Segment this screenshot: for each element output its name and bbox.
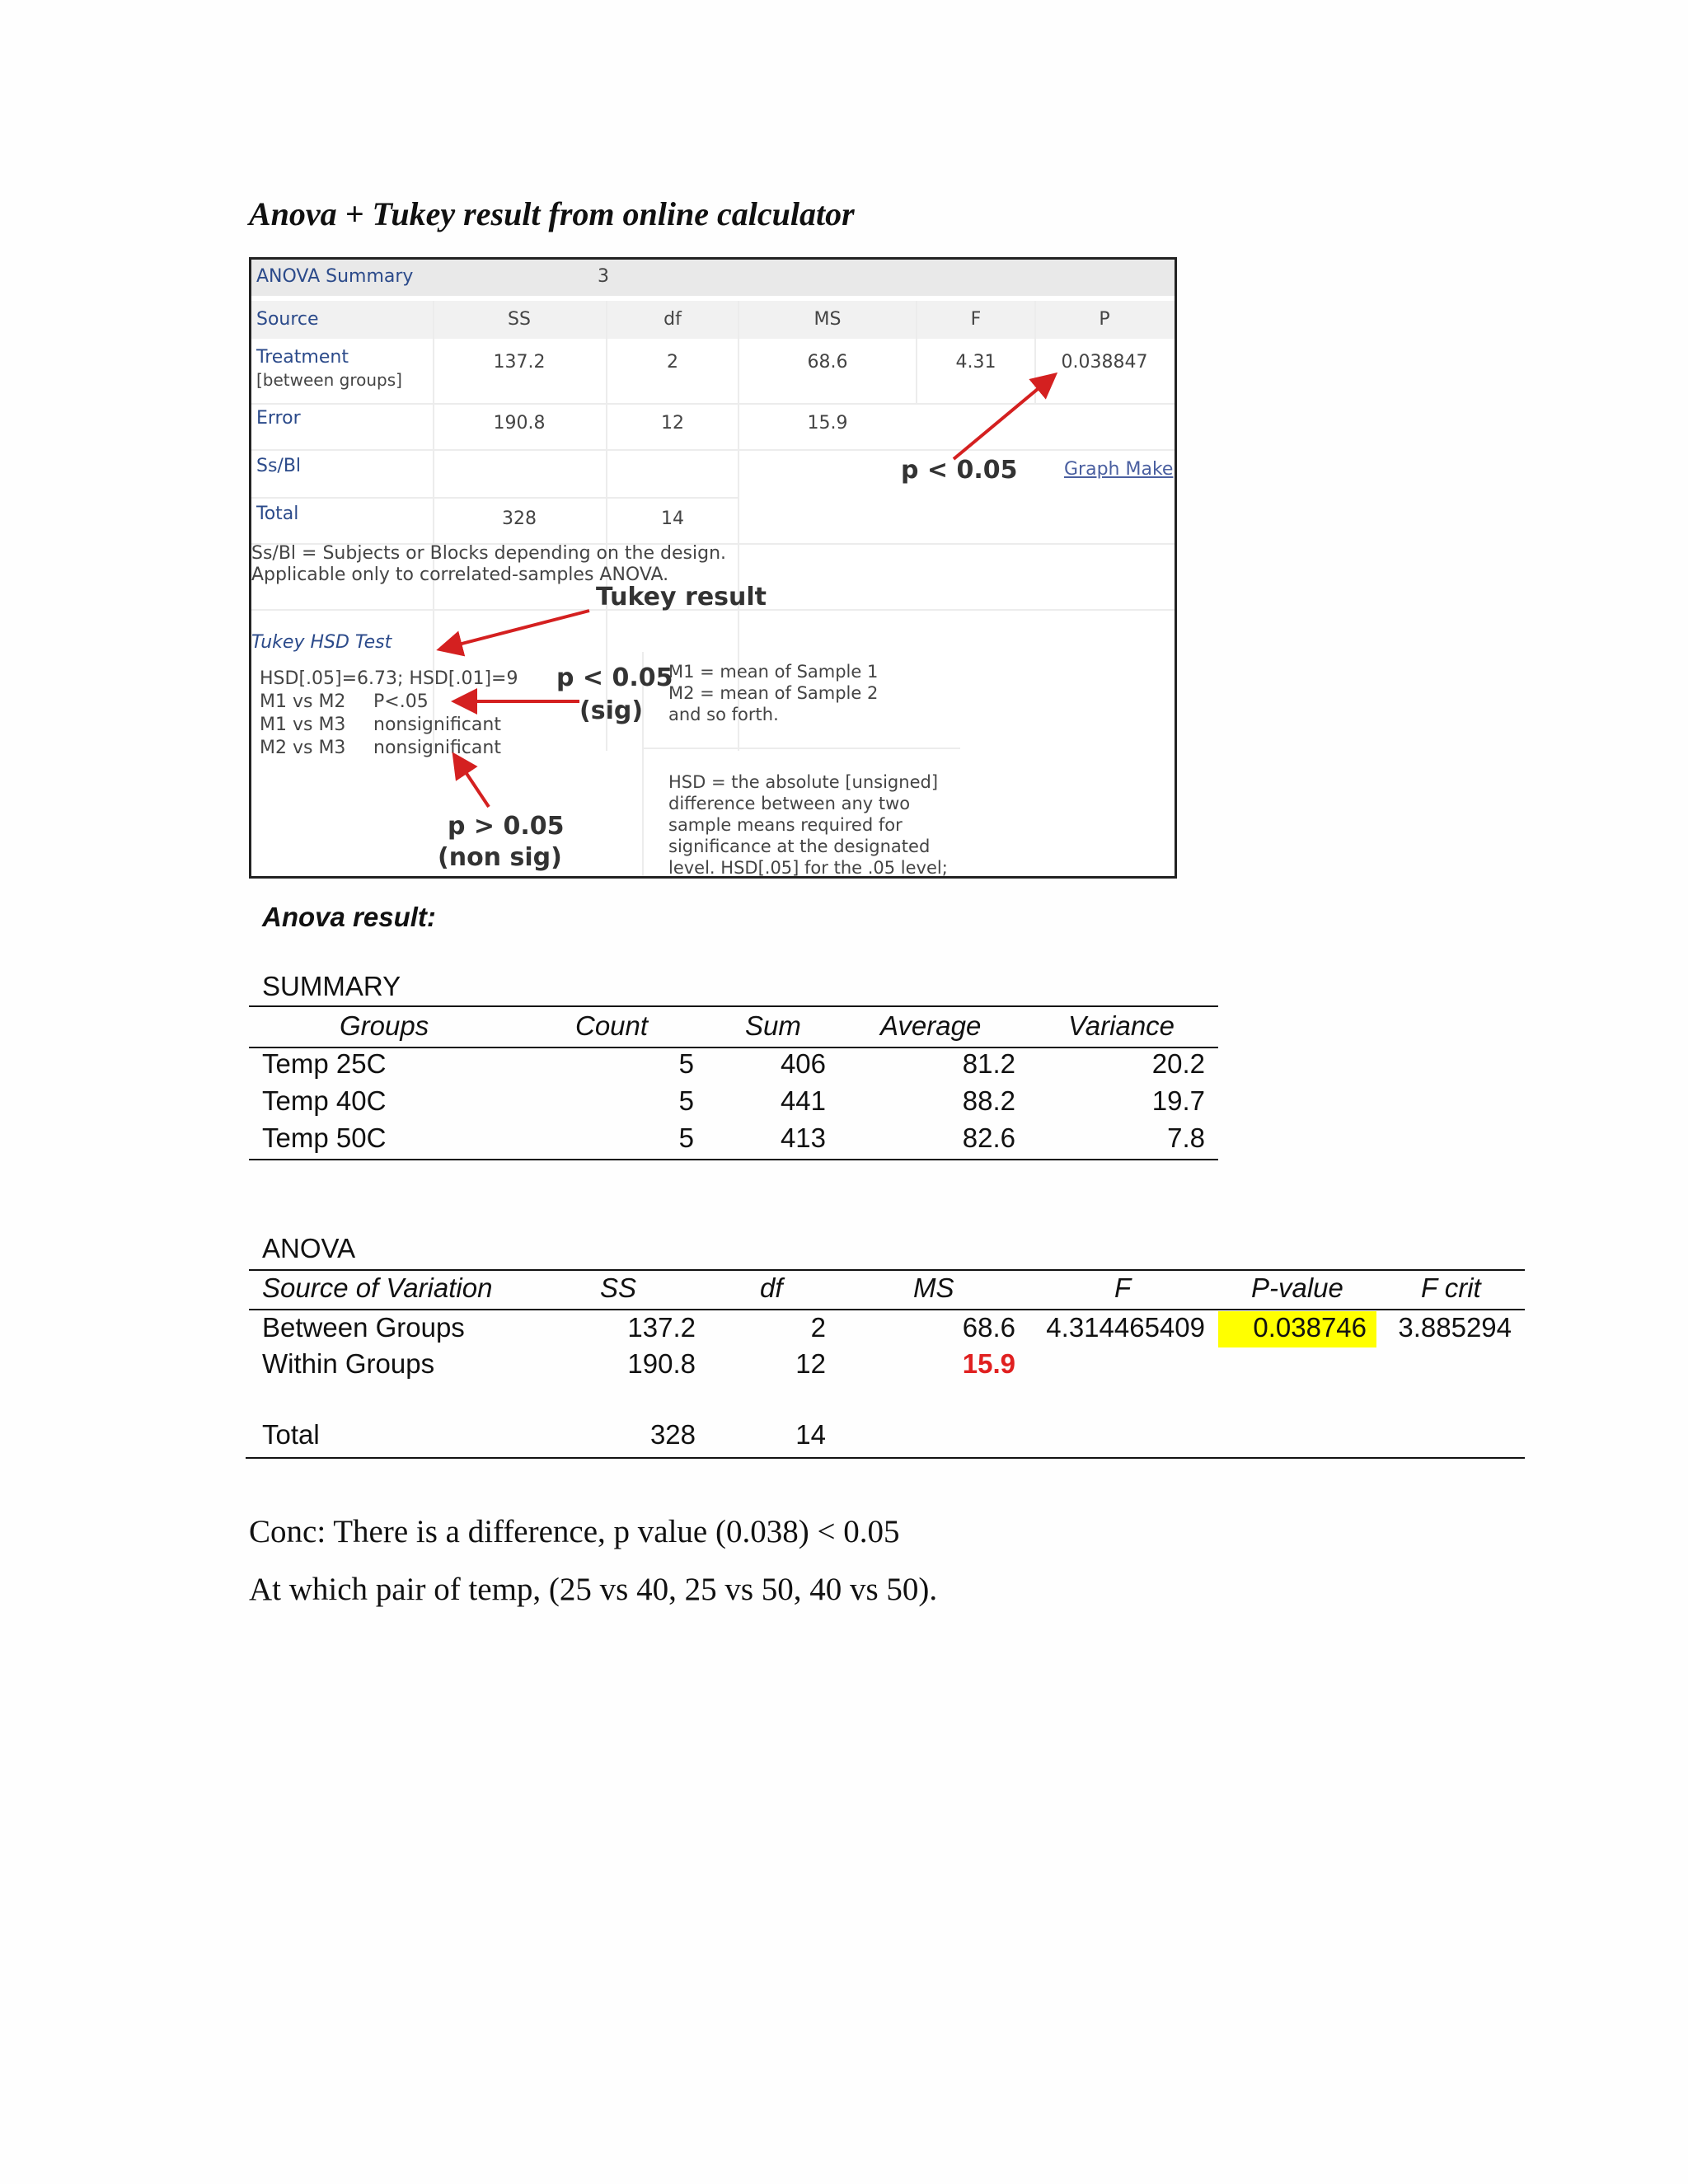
count-value: 5 bbox=[678, 1085, 694, 1116]
ss-value: 137.2 bbox=[627, 1312, 696, 1343]
comparison-pair: M1 vs M3 bbox=[260, 715, 346, 735]
average-value: 88.2 bbox=[962, 1085, 1015, 1116]
sig-note: p < 0.05 bbox=[556, 663, 673, 692]
row-error-ms: 15.9 bbox=[807, 413, 848, 434]
anova-col-ms: MS bbox=[913, 1272, 954, 1303]
summary-top-rule bbox=[249, 1005, 1218, 1007]
df-value: 2 bbox=[810, 1312, 826, 1343]
sum-value: 406 bbox=[780, 1048, 826, 1079]
nonsig-note: p > 0.05 bbox=[448, 812, 565, 841]
anova-col-fcrit: F crit bbox=[1421, 1272, 1481, 1303]
hsd-note: HSD = the absolute [unsigned] bbox=[668, 772, 939, 792]
col-ms: MS bbox=[814, 309, 842, 330]
row-treatment-source: Treatment bbox=[256, 347, 349, 368]
anova-header-rule bbox=[249, 1309, 1525, 1310]
anova-result-label: Anova result: bbox=[262, 902, 436, 932]
p-value: 0.038746 bbox=[1253, 1312, 1367, 1343]
annotation-arrows bbox=[251, 260, 1175, 876]
hsd-note: level. HSD[.05] for the .05 level; bbox=[668, 858, 948, 878]
row-treatment-ss: 137.2 bbox=[493, 352, 546, 373]
row-treatment-df: 2 bbox=[667, 352, 678, 373]
mean-note: M2 = mean of Sample 2 bbox=[668, 683, 879, 703]
f-value: 4.314465409 bbox=[1046, 1312, 1205, 1343]
anova-top-rule bbox=[249, 1269, 1525, 1271]
row-treatment-ms: 68.6 bbox=[807, 352, 848, 373]
hsd-note: difference between any two bbox=[668, 794, 911, 813]
count-value: 5 bbox=[678, 1048, 694, 1079]
ms-error-value: 15.9 bbox=[962, 1348, 1015, 1379]
col-source: Source bbox=[256, 309, 319, 330]
row-treatment-p: 0.038847 bbox=[1061, 352, 1148, 373]
anova-col-ss: SS bbox=[600, 1272, 637, 1303]
hsd-line: HSD[.05]=6.73; HSD[.01]=9 bbox=[260, 668, 518, 689]
conclusion-line-1: Conc: There is a difference, p value (0.038) < 0.05 bbox=[249, 1514, 900, 1549]
row-treatment-f: 4.31 bbox=[955, 352, 996, 373]
row-total-ss: 328 bbox=[502, 509, 537, 529]
conclusion-line-2: At which pair of temp, (25 vs 40, 25 vs 50, 40 vs 50). bbox=[249, 1572, 938, 1607]
average-value: 81.2 bbox=[962, 1048, 1015, 1079]
sum-value: 441 bbox=[780, 1085, 826, 1116]
tukey-title: Tukey HSD Test bbox=[251, 632, 392, 653]
row-error-source: Error bbox=[256, 408, 301, 429]
ssbl-note-2: Applicable only to correlated-samples ANOVA. bbox=[251, 565, 669, 585]
source-name: Within Groups bbox=[262, 1348, 435, 1379]
df-value: 12 bbox=[795, 1348, 826, 1379]
summary-title: SUMMARY bbox=[262, 971, 401, 1001]
row-ssbl-source: Ss/Bl bbox=[256, 456, 302, 476]
calculator-screenshot bbox=[249, 257, 1177, 879]
source-name: Total bbox=[262, 1419, 320, 1450]
ss-value: 190.8 bbox=[627, 1348, 696, 1379]
row-total-source: Total bbox=[256, 504, 299, 524]
summary-header-rule bbox=[249, 1047, 1218, 1048]
tukey-result-note: Tukey result bbox=[596, 583, 767, 612]
comparison-result: nonsignificant bbox=[373, 715, 501, 735]
comparison-result: nonsignificant bbox=[373, 738, 501, 758]
anova-col-source: Source of Variation bbox=[262, 1272, 493, 1303]
sum-value: 413 bbox=[780, 1122, 826, 1153]
summary-bottom-rule bbox=[249, 1159, 1218, 1160]
arrow-to-tukey bbox=[443, 611, 589, 649]
row-error-df: 12 bbox=[661, 413, 684, 434]
group-name: Temp 25C bbox=[262, 1048, 387, 1079]
comparison-pair: M1 vs M2 bbox=[260, 691, 346, 712]
anova-col-pvalue: P-value bbox=[1251, 1272, 1343, 1303]
page-title: Anova + Tukey result from online calculator bbox=[249, 195, 855, 232]
nonsig-note-2: (non sig) bbox=[438, 843, 562, 872]
df-value: 14 bbox=[795, 1419, 826, 1450]
hsd-note: sample means required for bbox=[668, 815, 903, 835]
summary-title: ANOVA Summary bbox=[256, 266, 414, 287]
summary-col-count: Count bbox=[575, 1010, 649, 1041]
summary-col-groups: Groups bbox=[340, 1010, 429, 1041]
arrow-to-nonsig bbox=[456, 757, 489, 807]
anova-bottom-rule bbox=[246, 1457, 1525, 1459]
mean-note: M1 = mean of Sample 1 bbox=[668, 662, 879, 682]
anova-col-f: F bbox=[1114, 1272, 1132, 1303]
average-value: 82.6 bbox=[962, 1122, 1015, 1153]
comparison-result: P<.05 bbox=[373, 691, 429, 712]
variance-value: 20.2 bbox=[1151, 1048, 1205, 1079]
hsd-note: significance at the designated bbox=[668, 837, 931, 856]
col-df: df bbox=[663, 309, 682, 330]
arrow-to-p-value bbox=[954, 377, 1053, 459]
summary-col-sum: Sum bbox=[745, 1010, 801, 1041]
variance-value: 19.7 bbox=[1151, 1085, 1205, 1116]
summary-col-average: Average bbox=[880, 1010, 982, 1041]
anova-col-df: df bbox=[760, 1272, 783, 1303]
summary-col-variance: Variance bbox=[1068, 1010, 1175, 1041]
anova-title: ANOVA bbox=[262, 1233, 356, 1263]
comparison-pair: M2 vs M3 bbox=[260, 738, 346, 758]
ms-value: 68.6 bbox=[962, 1312, 1015, 1343]
source-name: Between Groups bbox=[262, 1312, 465, 1343]
col-p: P bbox=[1099, 309, 1110, 330]
col-f: F bbox=[970, 309, 982, 330]
ssbl-note-1: Ss/Bl = Subjects or Blocks depending on the design. bbox=[251, 543, 727, 564]
group-name: Temp 40C bbox=[262, 1085, 387, 1116]
col-ss: SS bbox=[508, 309, 531, 330]
group-count: 3 bbox=[598, 266, 609, 287]
row-error-ss: 190.8 bbox=[493, 413, 546, 434]
graph-maker-link[interactable]: Graph Make bbox=[1064, 459, 1174, 480]
variance-value: 7.8 bbox=[1167, 1122, 1205, 1153]
sig-note-2: (sig) bbox=[579, 696, 644, 725]
p-less-note: p < 0.05 bbox=[901, 456, 1018, 485]
fcrit-value: 3.885294 bbox=[1398, 1312, 1512, 1343]
row-treatment-sub: [between groups] bbox=[256, 370, 402, 390]
count-value: 5 bbox=[678, 1122, 694, 1153]
mean-note: and so forth. bbox=[668, 705, 779, 724]
ss-value: 328 bbox=[649, 1419, 696, 1450]
group-name: Temp 50C bbox=[262, 1122, 387, 1153]
row-total-df: 14 bbox=[661, 509, 684, 529]
